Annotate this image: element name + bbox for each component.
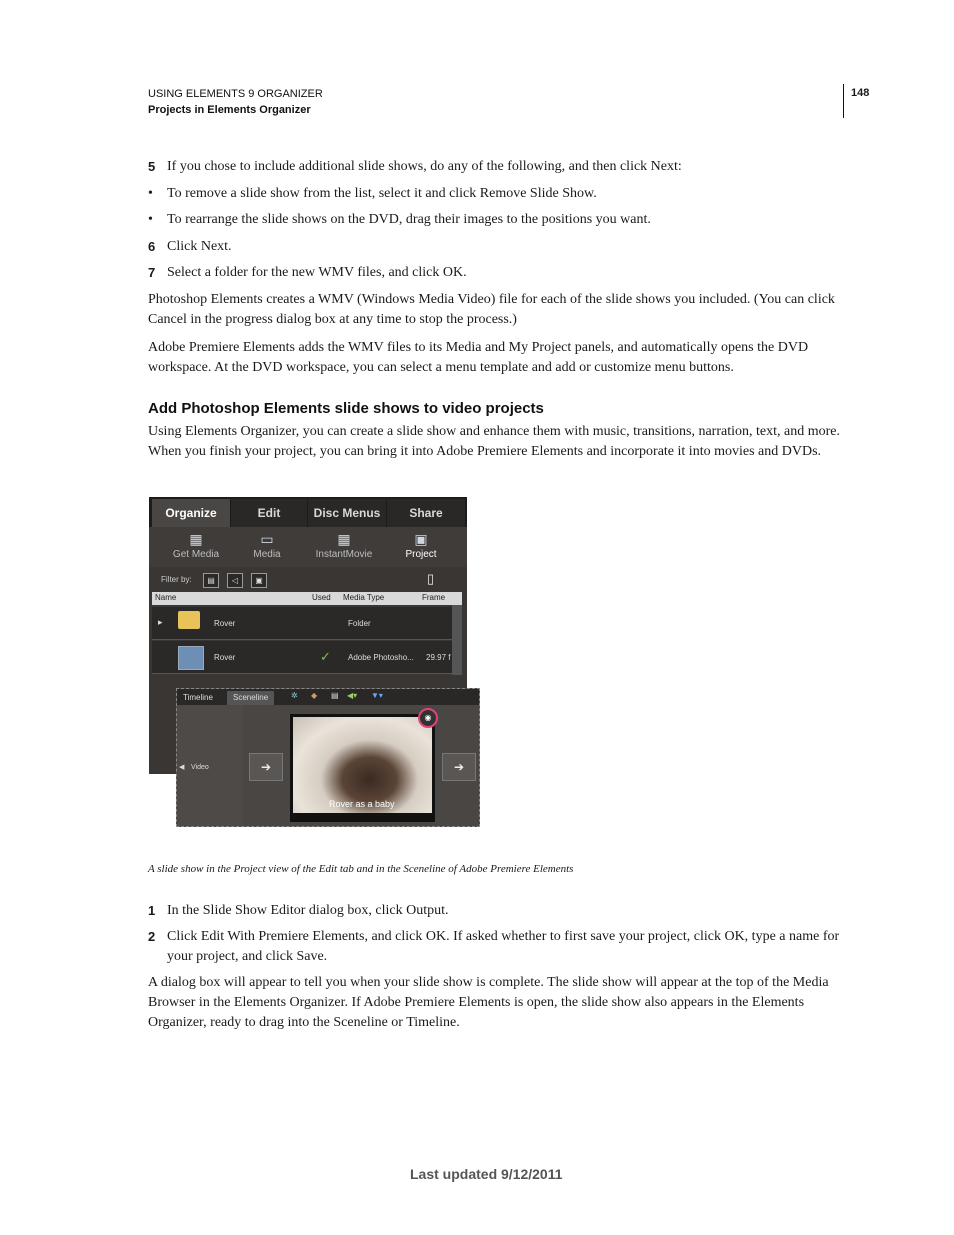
instant-movie-button[interactable] [309, 531, 379, 560]
step-text: If you chose to include additional slide shows, do any of the following, and then click Next: [167, 159, 682, 174]
media-button[interactable] [243, 531, 291, 560]
effects-icon[interactable]: ✲ [291, 691, 298, 700]
filter-audio-icon[interactable]: ◁ [227, 573, 243, 588]
marker-icon[interactable]: ▼▾ [371, 691, 383, 700]
step-number: 5 [148, 159, 156, 174]
step-text: Click Edit With Premiere Elements, and click OK. If asked whether to first save your project, click OK, type a name for your project, and click Save. [167, 929, 840, 964]
get-media-button[interactable] [167, 531, 225, 560]
project-icon: ▣ [414, 531, 428, 547]
table-row[interactable] [152, 607, 452, 640]
bullet-mark: • [148, 186, 153, 201]
transition-arrow-right[interactable]: ➔ [442, 753, 476, 781]
footer-updated: Last updated 9/12/2011 [410, 1166, 563, 1182]
expand-arrow-icon[interactable]: ▸ [158, 617, 163, 627]
project-label: Project [405, 549, 437, 560]
header-divider [843, 84, 844, 118]
scrollbar[interactable] [452, 605, 462, 675]
new-item-icon[interactable]: ▯ [427, 571, 435, 586]
paragraph-wmv: Photoshop Elements creates a WMV (Windows Media Video) file for each of the slide shows you included. (You can click Cancel in the progress dialog box at any time to stop the process.) [148, 292, 835, 327]
paragraph-dvd-workspace: Adobe Premiere Elements adds the WMV files to its Media and My Project panels, and automatically opens the DVD workspace. At the DVD workspace, you can select a menu template and add or customize menu buttons. [148, 340, 809, 375]
tab-timeline[interactable]: Timeline [183, 693, 213, 702]
tab-sceneline[interactable]: Sceneline [227, 691, 274, 705]
step-text: Select a folder for the new WMV files, and click OK. [167, 265, 467, 280]
step-number: 1 [148, 903, 156, 918]
media-icon: ▭ [260, 531, 274, 547]
filter-label: Filter by: [161, 575, 192, 584]
timeline-toolbar [177, 689, 479, 705]
clip-thumbnail[interactable] [290, 714, 435, 822]
tab-share[interactable]: Share [387, 499, 465, 527]
filter-bar [149, 569, 467, 591]
video-track-header [177, 705, 243, 826]
row-name: Rover [214, 653, 236, 662]
audio-icon[interactable]: ◀▾ [347, 691, 358, 700]
column-media-type[interactable]: Media Type [343, 593, 385, 602]
sceneline-screenshot [176, 688, 480, 827]
section-heading: Add Photoshop Elements slide shows to video projects [148, 400, 544, 417]
workspace-tabs [149, 497, 467, 527]
media-table-header [152, 592, 462, 605]
step-text: Click Next. [167, 239, 232, 254]
transition-arrow-left[interactable]: ➔ [249, 753, 283, 781]
tab-organize[interactable]: Organize [152, 499, 230, 527]
step-text: In the Slide Show Editor dialog box, click Output. [167, 903, 449, 918]
running-header-subtitle: Projects in Elements Organizer [148, 104, 311, 116]
tab-disc-menus[interactable]: Disc Menus [308, 499, 386, 527]
column-frame[interactable]: Frame [422, 593, 446, 602]
tool-bar [149, 527, 467, 567]
row-type: Adobe Photosho... [348, 653, 414, 662]
column-name[interactable]: Name [155, 593, 177, 602]
step-number: 2 [148, 929, 156, 944]
paragraph-complete: A dialog box will appear to tell you when your slide show is complete. The slide show will appear at the top of the Media Browser in the Elements Organizer. If Adobe Premiere Elements is open, the slide show also appears in the Elements Organizer, ready to drag into the Sceneline or Timeline. [148, 975, 829, 1030]
table-row[interactable] [152, 641, 452, 674]
speaker-icon: ◀ [179, 764, 185, 771]
step-number: 6 [148, 239, 156, 254]
project-button[interactable] [397, 531, 445, 560]
clip-label: Rover as a baby [329, 799, 395, 809]
track-label: Video [191, 764, 209, 771]
step-number: 7 [148, 265, 156, 280]
instant-movie-label: InstantMovie [315, 549, 373, 560]
bullet-text: To remove a slide show from the list, select it and click Remove Slide Show. [167, 186, 597, 201]
puppy-photo [293, 717, 432, 813]
section-intro: Using Elements Organizer, you can create a slide show and enhance them with music, transitions, narration, text, and more. When you finish your project, you can bring it into Adobe Premiere Elements and incorporate it into movies and DVDs. [148, 424, 840, 459]
slideshow-thumbnail-icon [178, 646, 204, 670]
narration-icon[interactable]: ◆ [311, 691, 318, 700]
slideshow-badge-icon: ◉ [418, 708, 438, 728]
film-icon: ▦ [189, 531, 203, 547]
media-label: Media [253, 549, 281, 560]
figure-caption: A slide show in the Project view of the Edit tab and in the Sceneline of Adobe Premiere Elements [148, 863, 574, 875]
page-number: 148 [851, 87, 870, 99]
film-icon: ▦ [337, 531, 351, 547]
split-icon[interactable]: ▤ [331, 691, 339, 700]
bullet-text: To rearrange the slide shows on the DVD, drag their images to the positions you want. [167, 212, 651, 227]
used-check-icon: ✓ [320, 649, 331, 664]
running-header-title: USING ELEMENTS 9 ORGANIZER [148, 88, 323, 100]
bullet-mark: • [148, 212, 153, 227]
get-media-label: Get Media [172, 549, 220, 560]
tab-edit[interactable]: Edit [231, 499, 307, 527]
row-name: Rover [214, 619, 236, 628]
folder-icon [178, 611, 200, 629]
filter-video-icon[interactable]: ▤ [203, 573, 219, 588]
column-used[interactable]: Used [312, 593, 331, 602]
row-type: Folder [348, 619, 371, 628]
filter-image-icon[interactable]: ▣ [251, 573, 267, 588]
row-frame: 29.97 f [426, 653, 451, 662]
